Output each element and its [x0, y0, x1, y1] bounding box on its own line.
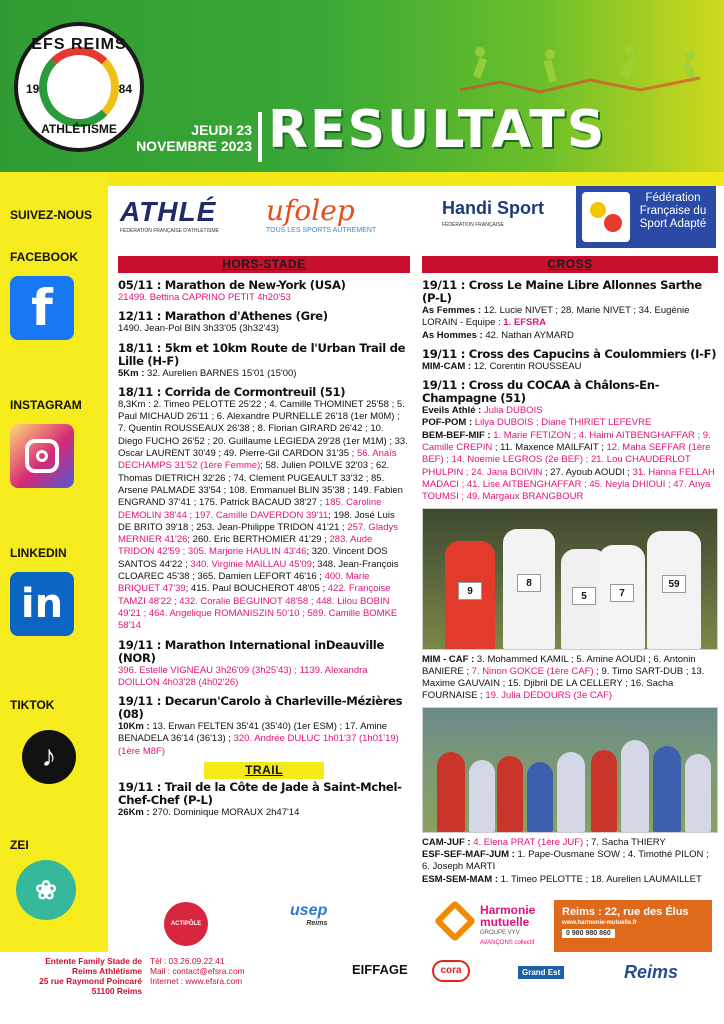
athlete-figure: 59 — [647, 531, 701, 649]
athlete-figure: 5 — [561, 549, 607, 649]
facebook-label: FACEBOOK — [10, 250, 79, 264]
event-results: Eveils Athlé : Julia DUBOIS POF-POM : Lilya DUBOIS ; Diane THIRIET LEFEVRE BEM-BEF-MIF : 1. Marie FETIZON ; 4. Haimi AITBENGHAFFAR ; 9. Camille CREPIN ; 11. Maxence MAILFAIT ; 12. Maha SEFFAR (1ère BEF) ; 14. Noemie LEGROS (2e BEF) ; 21. Lou CHAUDERLOT PHULPIN ; 24. Jana BOIVIN ; 27. Ayoub AOUDI ; 31. Hanna FELLAH MADACI ; 41. Lise AITBENGHAFFAR ; 45. Neyla DHIOUI ; 47. Anya TOUMSI ; 49. Margaux BRANGBOUR — [422, 405, 715, 503]
athlete-figure — [469, 760, 495, 832]
federation-logos — [112, 186, 724, 248]
logo-year-right: 84 — [118, 82, 132, 96]
yellow-band — [0, 172, 724, 186]
grand-est-logo: Grand Est — [518, 966, 564, 979]
athlete-figure — [685, 754, 711, 832]
athle-logo: ATHLÉ FÉDÉRATION FRANÇAISE D'ATHLÉTISME — [120, 196, 219, 234]
linkedin-label: LINKEDIN — [10, 546, 67, 560]
section-hors-stade: HORS-STADE — [118, 256, 410, 273]
header-banner — [0, 0, 724, 172]
eiffage-logo: EIFFAGE — [352, 962, 408, 977]
harmonie-mutuelle-logo: Harmonie mutuelle GROUPE VYV AVANÇONS collectif — [436, 900, 548, 958]
event-title: 19/11 : Marathon International inDeauville (NOR) — [118, 637, 385, 665]
cora-logo: cora — [432, 960, 470, 982]
event-results: 1490. Jean-Pol BIN 3h33'05 (3h32'43) — [118, 323, 280, 335]
event-results: 21499. Bettina CAPRINO PETIT 4h20'53 — [118, 292, 291, 303]
athlete-figure — [591, 750, 617, 832]
ufolep-logo: ufolep TOUS LES SPORTS AUTREMENT — [266, 194, 377, 234]
team-photo-2 — [422, 707, 718, 833]
event-title: 19/11 : Cross des Capucins à Coulommiers (I-F) — [422, 346, 717, 361]
handisport-logo: Handi Sport FÉDÉRATION FRANÇAISE — [442, 198, 544, 228]
harmonie-diamond-icon — [434, 900, 476, 942]
tiktok-icon[interactable]: ♪ — [22, 730, 76, 784]
social-sidebar — [0, 172, 108, 952]
event-date — [122, 122, 252, 154]
event-title: 18/11 : Corrida de Cormontreuil (51) — [118, 384, 346, 399]
event-block — [118, 781, 410, 819]
logo-ring-icon — [39, 47, 119, 127]
event-title: 19/11 : Trail de la Côte de Jade à Saint-Mchel-Chef-Chef (P-L) — [118, 780, 402, 808]
actipole-logo: ACTIPÔLE — [164, 902, 208, 946]
results-esm: ESM-SEM-MAM : 1. Timeo PELOTTE ; 18. Aurelien LAUMAILLET — [422, 873, 702, 885]
instagram-label: INSTAGRAM — [10, 398, 82, 412]
logo-bottom-text: ATHLÉTISME — [41, 122, 117, 136]
zei-icon[interactable]: ❀ — [16, 860, 76, 920]
instagram-icon[interactable] — [10, 424, 74, 488]
facebook-icon[interactable]: f — [10, 276, 74, 340]
event-results: 5Km : 32. Aurelien BARNES 15'01 (15'00) — [118, 367, 297, 379]
event-block — [118, 342, 410, 380]
athlete-figure — [557, 752, 585, 832]
event-block — [118, 639, 410, 690]
title-separator — [258, 112, 262, 162]
footer: ACTIPÔLE usep Reims Harmonie mutuelle GROUPE VYV AVANÇONS collectif Reims : 22, rue des Élus www.harmonie-mutuelle.fr 0 980 980 860 Entente Family Stade de Reims Athlétisme 25 rue Raymond Poincaré 51100 Reims Tél : 03.26.09.22.41 Mail : contact@efsra.com Internet : www.efsra.com EIFFAGE cora Grand Est Reims — [0, 896, 724, 1024]
right-column — [422, 256, 718, 886]
date-line-2: NOVEMBRE 2023 — [136, 138, 252, 154]
event-results: 396. Estelle VIGNEAU 3h26'09 (3h25'43) ; 1139. Alexandra DOILLON 4h03'28 (4h02'26) — [118, 664, 368, 688]
results-cam-juf: CAM-JUF : 4. Elena PRAT (1ère JUF) ; 7. Sacha THIERY — [422, 836, 666, 848]
linkedin-icon[interactable]: in — [10, 572, 74, 636]
athlete-figure — [497, 756, 523, 832]
athletes-silhouette-icon — [440, 40, 724, 100]
results-esf: ESF-SEF-MAF-JUM : 1. Pape-Ousmane SOW ; 4. Timothé PILON ; 6. Joseph MARTI — [422, 849, 709, 873]
athlete-figure — [437, 752, 465, 832]
follow-label: SUIVEZ-NOUS — [10, 208, 93, 222]
reims-city-logo: Reims — [624, 962, 679, 982]
athlete-figure: 9 — [445, 541, 495, 649]
event-results: As Femmes : 12. Lucie NIVET ; 28. Marie NIVET ; 34. Eugénie LORAIN - Equipe : 1. EFSRA As Hommes : 42. Nathan AYMARD — [422, 305, 690, 341]
athlete-figure — [621, 740, 649, 832]
event-title: 19/11 : Decarun'Carolo à Charleville-Mézières (08) — [118, 694, 403, 722]
event-block — [422, 379, 718, 503]
event-title: 12/11 : Marathon d'Athenes (Gre) — [118, 309, 328, 324]
ffsa-logo: Fédération Française du Sport Adapté — [576, 186, 716, 248]
results-mim-caf: MIM - CAF : 3. Mohammed KAMIL ; 5. Amine AOUDI ; 6. Antonin BANIERE ; 7. Ninon GOKCE (1ère CAF) ; 9. Timo SART-DUB ; 13. Maxime GAUVAIN ; 15. Djibril DE LA CELLERY ; 16. Sacha FOURNAISE ; 19. Julia DEDOURS (3e CAF) — [422, 653, 705, 702]
logo-top-text: EFS REIMS — [31, 36, 127, 53]
event-results: 26Km : 270. Dominique MORAUX 2h47'14 — [118, 807, 300, 819]
section-trail: TRAIL — [204, 762, 324, 779]
athlete-figure — [653, 746, 681, 832]
event-results: MIM-CAM : 12. Corentin ROUSSEAU — [422, 360, 582, 372]
team-photo-1 — [422, 508, 718, 650]
event-title: 19/11 : Cross Le Maine Libre Allonnes Sarthe (P-L) — [422, 278, 702, 305]
email-link[interactable]: Mail : contact@efsra.com — [150, 966, 245, 976]
website-link[interactable]: Internet : www.efsra.com — [150, 976, 243, 986]
event-title: 18/11 : 5km et 10km Route de l'Urban Trail de Lille (H-F) — [118, 340, 406, 368]
zei-label: ZEI — [10, 838, 29, 852]
event-results: 10Km : 13. Erwan FELTEN 35'41 (35'40) (1er ESM) ; 17. Amine BENADELA 36'14 (36'13) ; 320. Andrée DULUC 1h01'37 (1h01'19) (1ère M8F) — [118, 721, 399, 757]
page-title: RESULTATS — [268, 100, 607, 160]
event-block — [118, 386, 410, 633]
tiktok-label: TIKTOK — [10, 698, 55, 712]
left-column — [118, 256, 410, 819]
ffsa-figure-icon — [582, 192, 630, 242]
event-block — [422, 279, 718, 342]
athlete-figure — [527, 762, 553, 832]
section-cross: CROSS — [422, 256, 718, 273]
athlete-figure: 8 — [503, 529, 555, 649]
usep-logo: usep Reims — [290, 902, 328, 927]
event-block — [422, 348, 718, 373]
event-block — [118, 695, 410, 758]
event-results: 8,3Km : 2. Timeo PELOTTE 25'22 ; 4. Camille THOMINET 25'58 ; 5. Paul MICHAUD 26'11 ; 6. Alexandre PURNELLE 26'18 (1er M0M) ; 7. Quentin ROUSSEAUX 26'38 ; 8. Florian GIRARD 26'42 ; 10. Diego FUCHO 26'52 ; 20. Guillaume LEGIEDA 29'28 (1er M1M) ; 33. Oscar LAURENT 30'49 ; 49. Pierre-Gil CARDON 31'35 ; 56. Anaïs DECHAMPS 31'52 (1ère Femme); 58. Julien POILVE 32'03 ; 62. Thomas DIETRICH 32'26 ; 74. Clement PUGEAULT 33'32 ; 85. Arsene PALMADE 33'54 ; 108. Emmanuel BLIN 35'38 ; 149. Fabien ENGRAND 37'41 ; 175. Patrick BACAUD 38'27 ; 185. Caroline DEMOLIN 38'44 ; 197. Camille DAVERDON 39'11; 198. José Luis DE BRITO 39'18 ; 253. Jean-Philippe TRIDON 41'21 ; 257. Gladys MERNIER 41'26; 260. Eric BERTHOMIER 41'29 ; 283. Aude TRIDON 42'59 ; 305. Marjorie HAULIN 43'46; 320. Vincent DOS SANTOS 44'22 ; 340. Virginie MAILLAU 45'09; 348. Jean-François CLOAREC 45'38 ; 365. Damien LEFORT 46'16 ; 400. Marie BRIQUET 47'39; 415. Paul BOUCHEROT 48'05 ; 422. Françoise TAMZI 48'22 ; 432. Coralie BEGUINOT 48'58 ; 448. Lilou BOBIN 49'21 ; 464. Angelique ROMANISZIN 50'10 ; 589. Camille BOMKE 58'14 — [118, 398, 408, 632]
athlete-figure: 7 — [599, 545, 645, 649]
harmonie-reims-box: Reims : 22, rue des Élus www.harmonie-mutuelle.fr 0 980 980 860 — [554, 900, 712, 952]
phone-number: Tél : 03.26.09.22.41 — [150, 956, 225, 966]
event-block — [118, 279, 410, 304]
event-title: 19/11 : Cross du COCAA à Châlons-En-Champagne (51) — [422, 378, 660, 406]
event-title: 05/11 : Marathon de New-York (USA) — [118, 278, 346, 292]
event-block — [118, 310, 410, 335]
logo-year-left: 19 — [26, 82, 40, 96]
date-line-1: JEUDI 23 — [191, 122, 252, 138]
